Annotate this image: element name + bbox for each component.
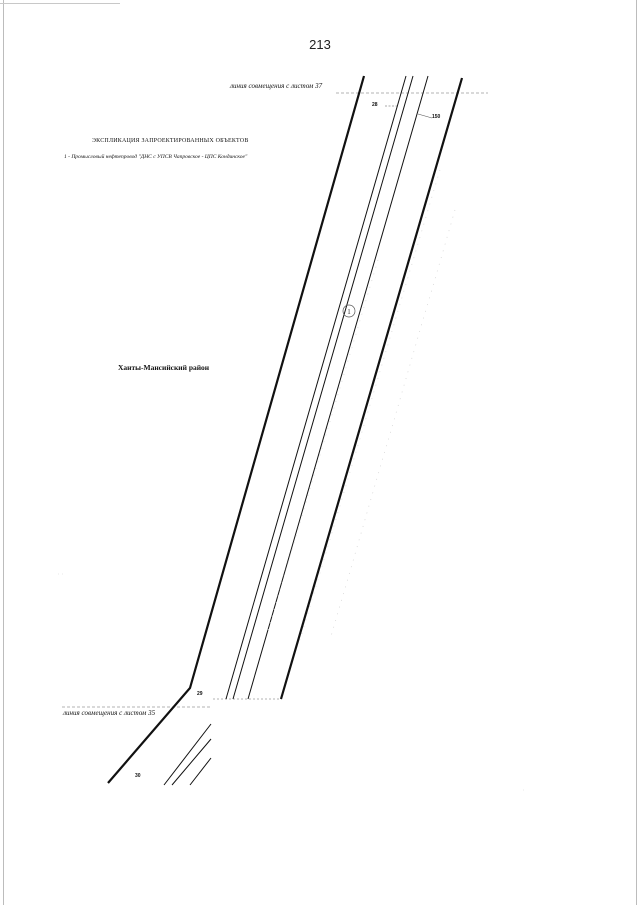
leader-150 — [418, 114, 432, 118]
pipeline-line-1 — [226, 76, 406, 699]
pipeline-line-2 — [233, 76, 413, 699]
match-line-bottom-label: линия совмещения с листом 35 — [63, 709, 156, 717]
lower-line-1 — [164, 724, 211, 785]
lower-line-2 — [172, 739, 211, 785]
object-marker-number: 1 — [347, 308, 351, 316]
corridor-right-boundary — [281, 78, 462, 699]
district-label: Ханты-Мансийский район — [118, 363, 210, 372]
legend-title: ЭКСПЛИКАЦИЯ ЗАПРОЕКТИРОВАННЫХ ОБЪЕКТОВ — [92, 138, 249, 144]
point-label-29: 29 — [197, 691, 203, 697]
point-label-30: 30 — [135, 773, 141, 779]
speck-marks — [58, 574, 525, 790]
legend-item: 1 - Промысловый нефтепровод "ДНС с УПСВ Чапровское - ЦПС Кондинское" — [64, 154, 248, 160]
point-label-28: 28 — [372, 102, 378, 108]
point-label-150: 150 — [432, 114, 441, 120]
page-number: 213 — [309, 37, 331, 52]
lower-line-3 — [190, 758, 211, 785]
faint-dotted-traces — [268, 170, 455, 640]
match-line-top-label: линия совмещения с листом 37 — [230, 82, 323, 90]
